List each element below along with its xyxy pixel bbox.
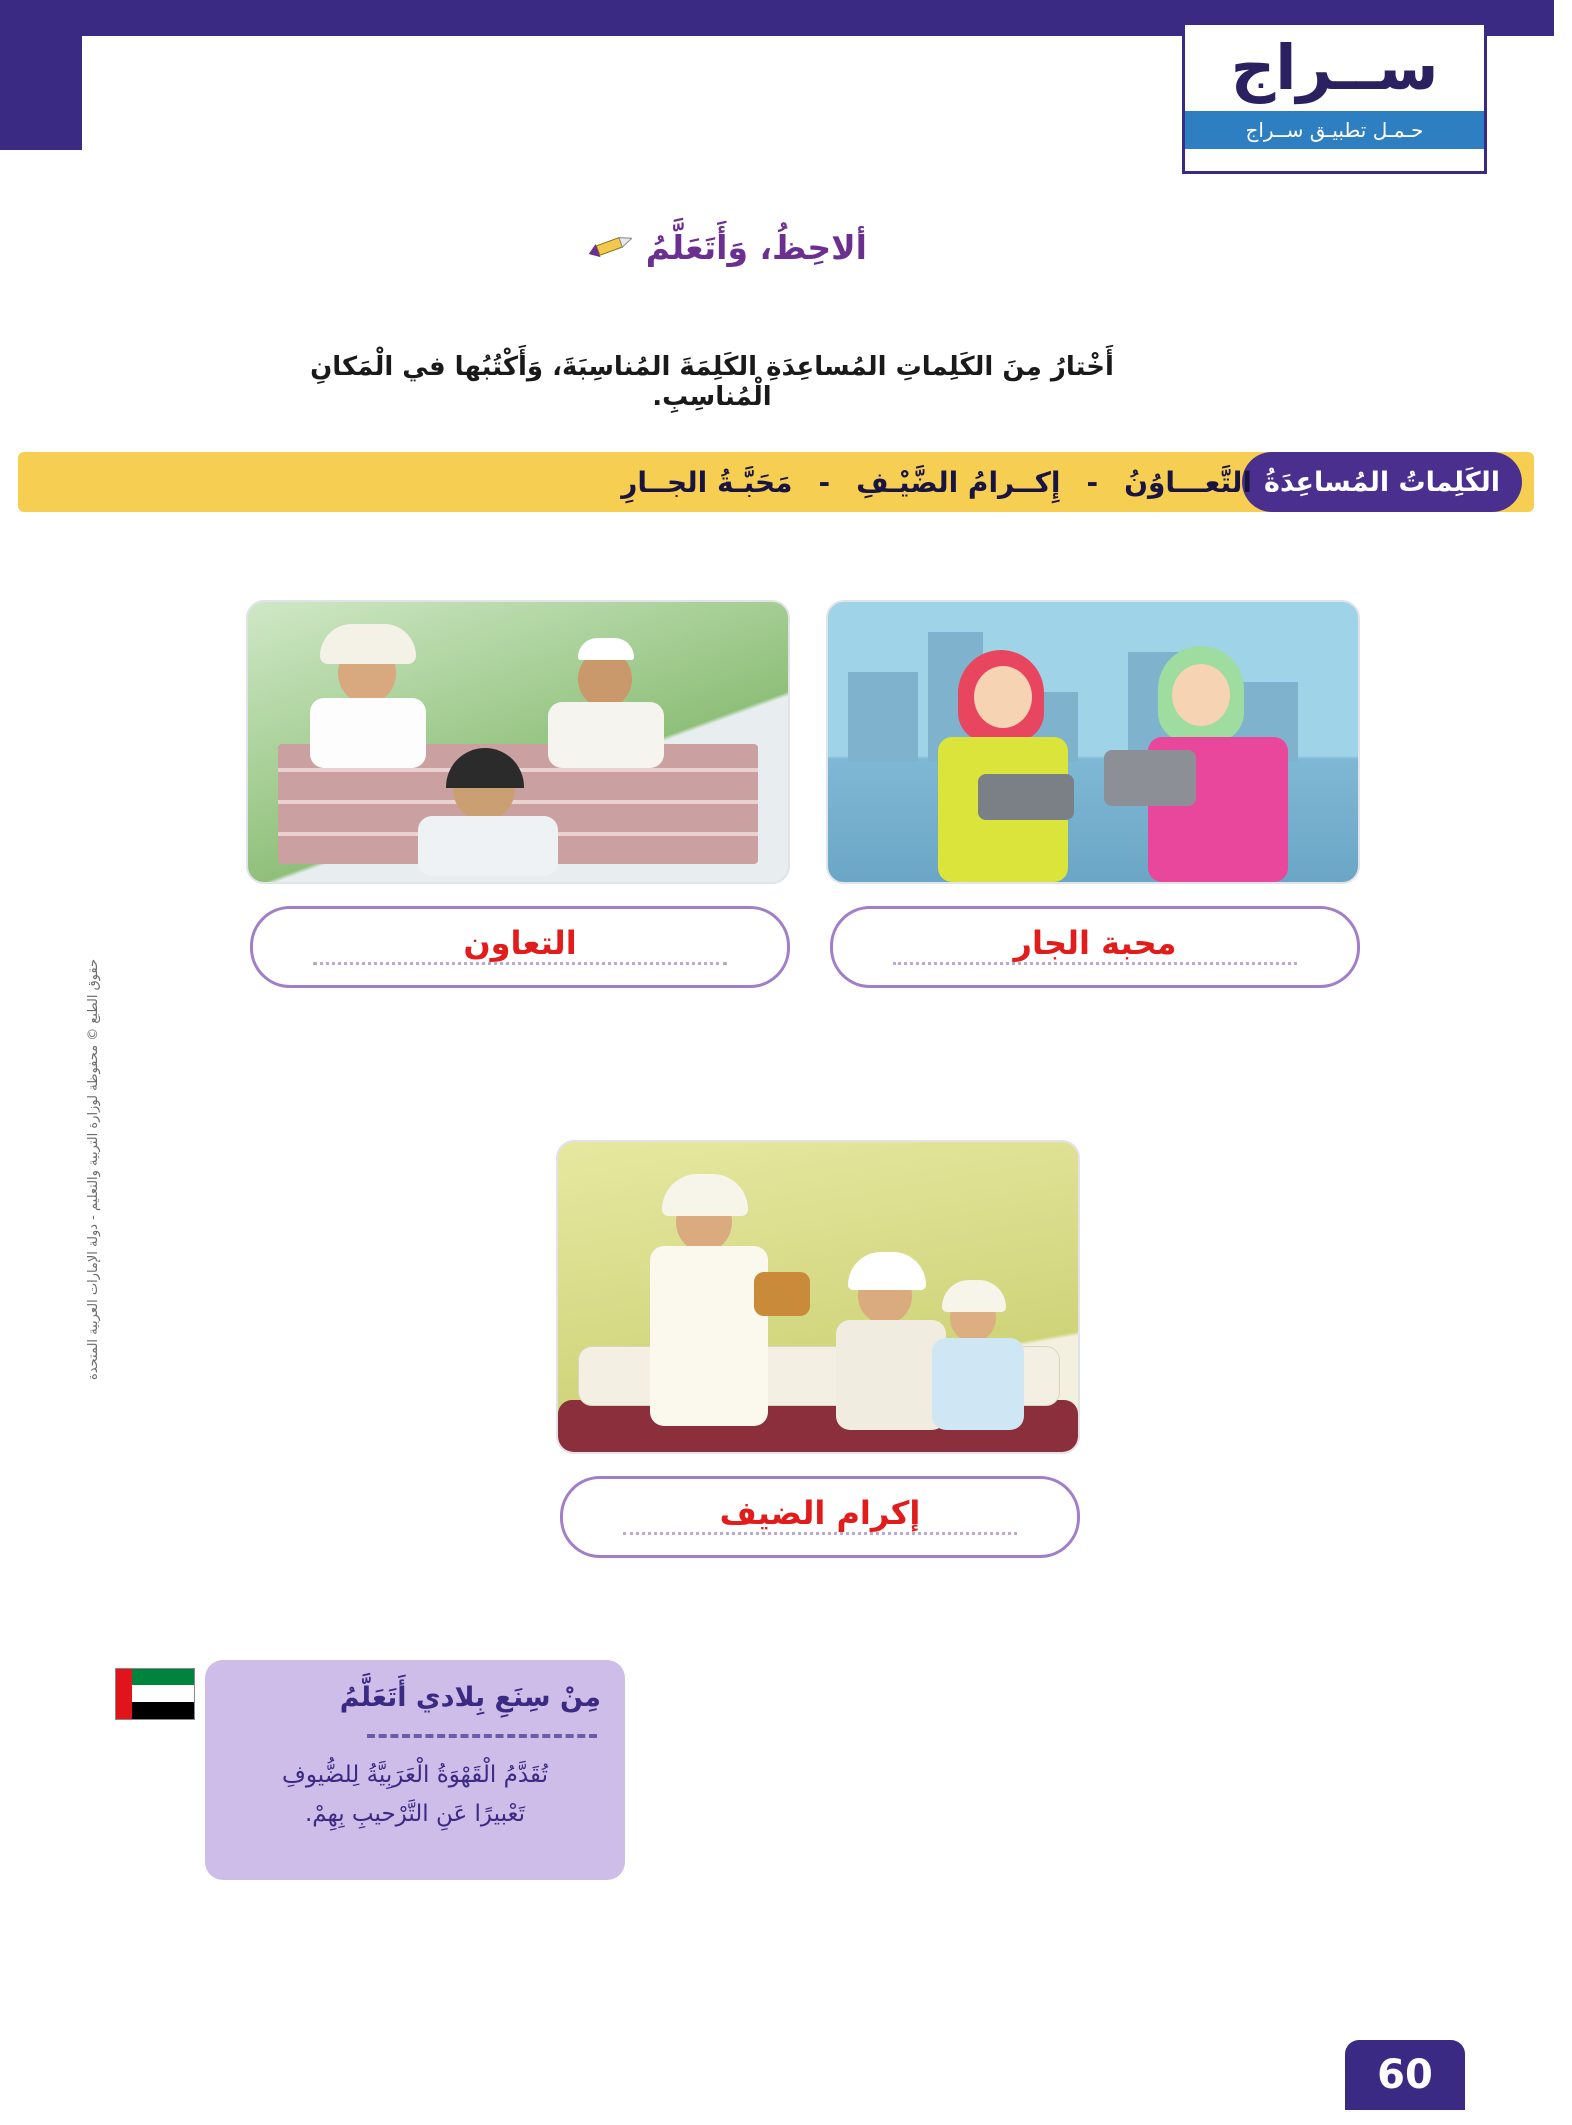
answer-box-honouring-guest[interactable] [560,1476,1080,1558]
page-number: 60 [1345,2040,1465,2110]
helper-word: مَحَبَّـةُ الجــارِ [621,465,793,499]
person-body-shape [418,816,558,876]
cap-shape [578,638,634,660]
copyright-vertical-text: حقوق الطبع © محفوظة لوزارة التربية والتعليم - دولة الإمارات العربية المتحدة [86,958,101,1380]
answer-dotted-line [313,962,727,965]
thobe-shape [932,1338,1024,1430]
section-heading [588,228,867,267]
helper-words-list [621,452,1252,512]
illustration-honouring-guest [556,1140,1080,1454]
siraj-logo-block [1182,22,1487,174]
learn-note-line: تُقَدَّمُ الْقَهْوَةُ الْعَرَبِيَّةُ لِلضُّيوفِ [282,1762,548,1788]
answer-dotted-line [893,962,1297,965]
exercise-item-honouring-guest [560,1140,1080,1558]
pot-shape [978,774,1074,820]
answer-box-cooperation[interactable] [250,906,790,988]
person-body-shape [548,702,664,768]
learn-note-line: تَعْبيرًا عَنِ التَّرْحيبِ بِهِمْ. [304,1801,526,1828]
answer-dotted-line [623,1532,1017,1535]
top-left-purple-block [0,0,82,150]
helper-words-badge: الكَلِماتُ المُساعِدَةُ [1242,452,1522,512]
learn-note-box [205,1660,625,1880]
headdress-shape [848,1252,926,1290]
headdress-shape [320,624,416,664]
pot-shape [1104,750,1196,806]
illustration-cooperation [246,600,790,884]
person-body-shape [310,698,426,768]
exercise-item-cooperation [250,600,790,988]
learn-note-title: مِنْ سِنَعِ بِلادي أَتَعَلَّمُ [339,1682,601,1713]
pencil-icon [584,226,637,270]
face-shape [1172,664,1230,726]
helper-word: إِكــرامُ الضَّيْـفِ [856,465,1061,499]
siraj-logo-subtitle: حـمـل تطبيـق ســراج [1185,111,1484,149]
thobe-shape [650,1246,768,1426]
section-heading-label: ألاحِظُ، وَأَتَعَلَّمُ [645,228,867,267]
siraj-logo-word: ســراج [1230,31,1439,104]
instruction-text: أَخْتارُ مِنَ الكَلِماتِ المُساعِدَةِ الكَلِمَةَ المُناسِبَةَ، وَأَكْتُبُها في الْمَكانِ الْمُناسِبِ. [310,352,1114,412]
helper-separator: - [1086,465,1099,499]
answer-text-honouring-guest: إكرام الضيف [719,1494,921,1533]
learn-note-divider [367,1734,597,1738]
uae-flag-icon [115,1668,195,1720]
helper-word: التَّعـــاوُنُ [1124,465,1252,499]
headdress-shape [662,1174,748,1216]
right-edge-strip [1554,0,1572,2125]
face-shape [974,666,1032,728]
answer-text-cooperation: التعاون [463,924,577,963]
answer-box-neighbour-love[interactable] [830,906,1360,988]
headdress-shape [942,1280,1006,1312]
illustration-neighbour-love [826,600,1360,884]
exercise-item-neighbour-love [830,600,1360,988]
thobe-shape [836,1320,946,1430]
building-shape [848,672,918,762]
helper-separator: - [818,465,831,499]
coffee-pot-shape [754,1272,810,1316]
learn-note-body [229,1756,601,1834]
answer-text-neighbour-love: محبة الجار [1013,924,1177,963]
